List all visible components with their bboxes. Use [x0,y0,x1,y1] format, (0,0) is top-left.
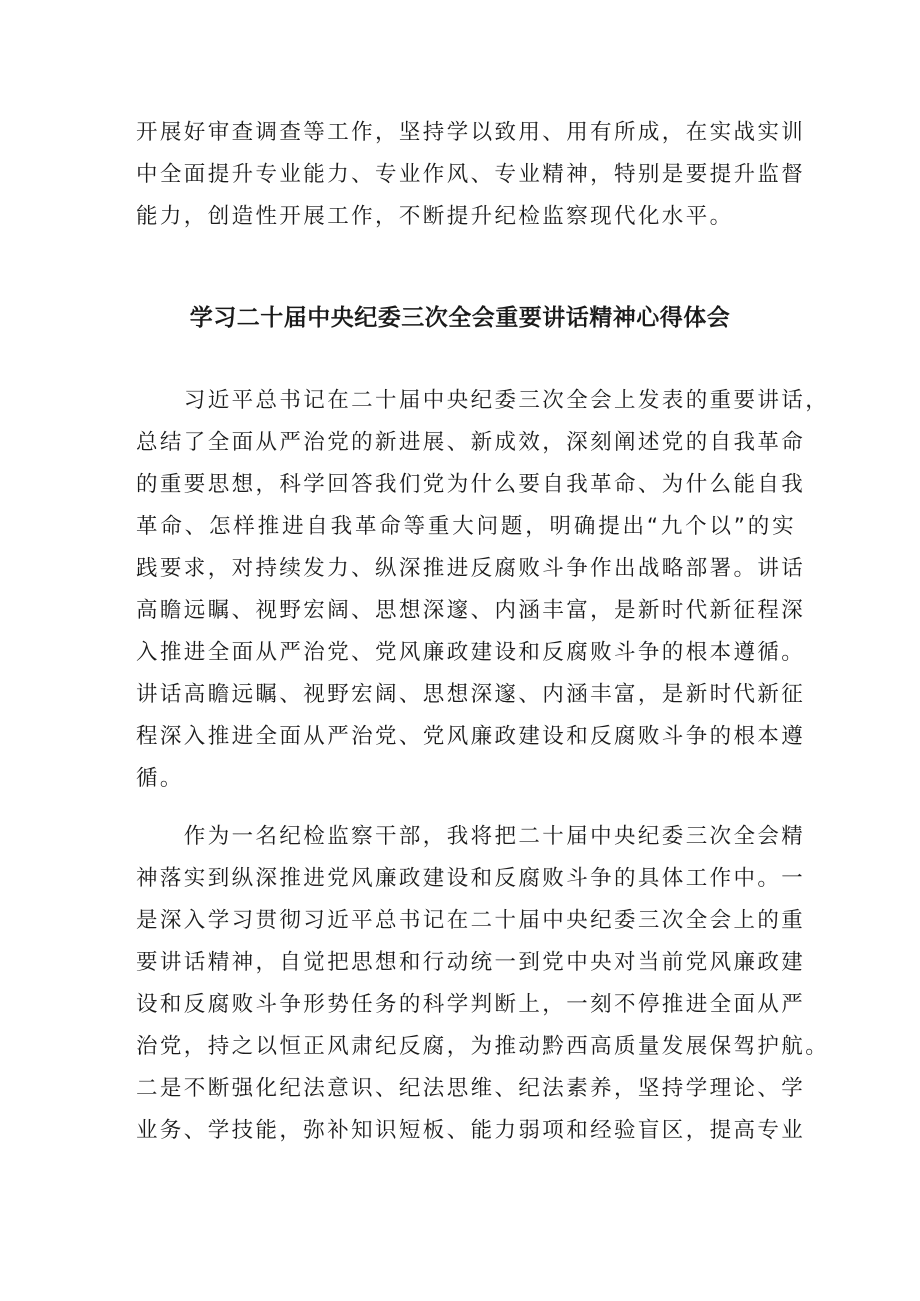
paragraph-line: 革命、怎样推进自我革命等重大问题，明确提出“九个以”的实 [136,514,796,539]
paragraph-line: 是深入学习贯彻习近平总书记在二十届中央纪委三次全会上的重 [136,908,806,933]
paragraph-line: 入推进全面从严治党、党风廉政建设和反腐败斗争的根本遵循。 [136,640,806,665]
paragraph-line: 程深入推进全面从严治党、党风廉政建设和反腐败斗争的根本遵 [136,724,806,749]
paragraph-line: 高瞻远瞩、视野宏阔、思想深邃、内涵丰富，是新时代新征程深 [136,598,806,623]
paragraph-line: 业务、学技能，弥补知识短板、能力弱项和经验盲区，提高专业 [136,1118,806,1143]
paragraph-line: 作为一名纪检监察干部，我将把二十届中央纪委三次全会精 [136,824,806,849]
paragraph-line: 二是不断强化纪法意识、纪法思维、纪法素养，坚持学理论、学 [136,1076,806,1101]
article-paragraph-1 [136,380,830,800]
paragraph-line: 神落实到纵深推进党风廉政建设和反腐败斗争的具体工作中。一 [136,866,806,891]
paragraph-line: 践要求，对持续发力、纵深推进反腐败斗争作出战略部署。讲话 [136,556,806,581]
paragraph-line: 习近平总书记在二十届中央纪委三次全会上发表的重要讲话， [136,388,830,413]
article-title: 学习二十届中央纪委三次全会重要讲话精神心得体会 [189,305,731,331]
paragraph-line: 治党，持之以恒正风肃纪反腐，为推动黔西高质量发展保驾护航。 [136,1034,830,1059]
intro-line: 开展好审查调查等工作，坚持学以致用、用有所成，在实战实训 [136,120,806,145]
intro-line: 能力，创造性开展工作，不断提升纪检监察现代化水平。 [136,204,734,229]
intro-line: 中全面提升专业能力、专业作风、专业精神，特别是要提升监督 [136,162,806,187]
paragraph-line: 讲话高瞻远瞩、视野宏阔、思想深邃、内涵丰富，是新时代新征 [136,682,806,707]
paragraph-line: 循。 [136,766,184,791]
intro-paragraph [136,112,806,238]
paragraph-line: 要讲话精神，自觉把思想和行动统一到党中央对当前党风廉政建 [136,950,806,975]
paragraph-line: 的重要思想，科学回答我们党为什么要自我革命、为什么能自我 [136,472,806,497]
paragraph-line: 总结了全面从严治党的新进展、新成效，深刻阐述党的自我革命 [136,430,806,455]
article-paragraph-2 [136,816,830,1152]
paragraph-line: 设和反腐败斗争形势任务的科学判断上，一刻不停推进全面从严 [136,992,806,1017]
